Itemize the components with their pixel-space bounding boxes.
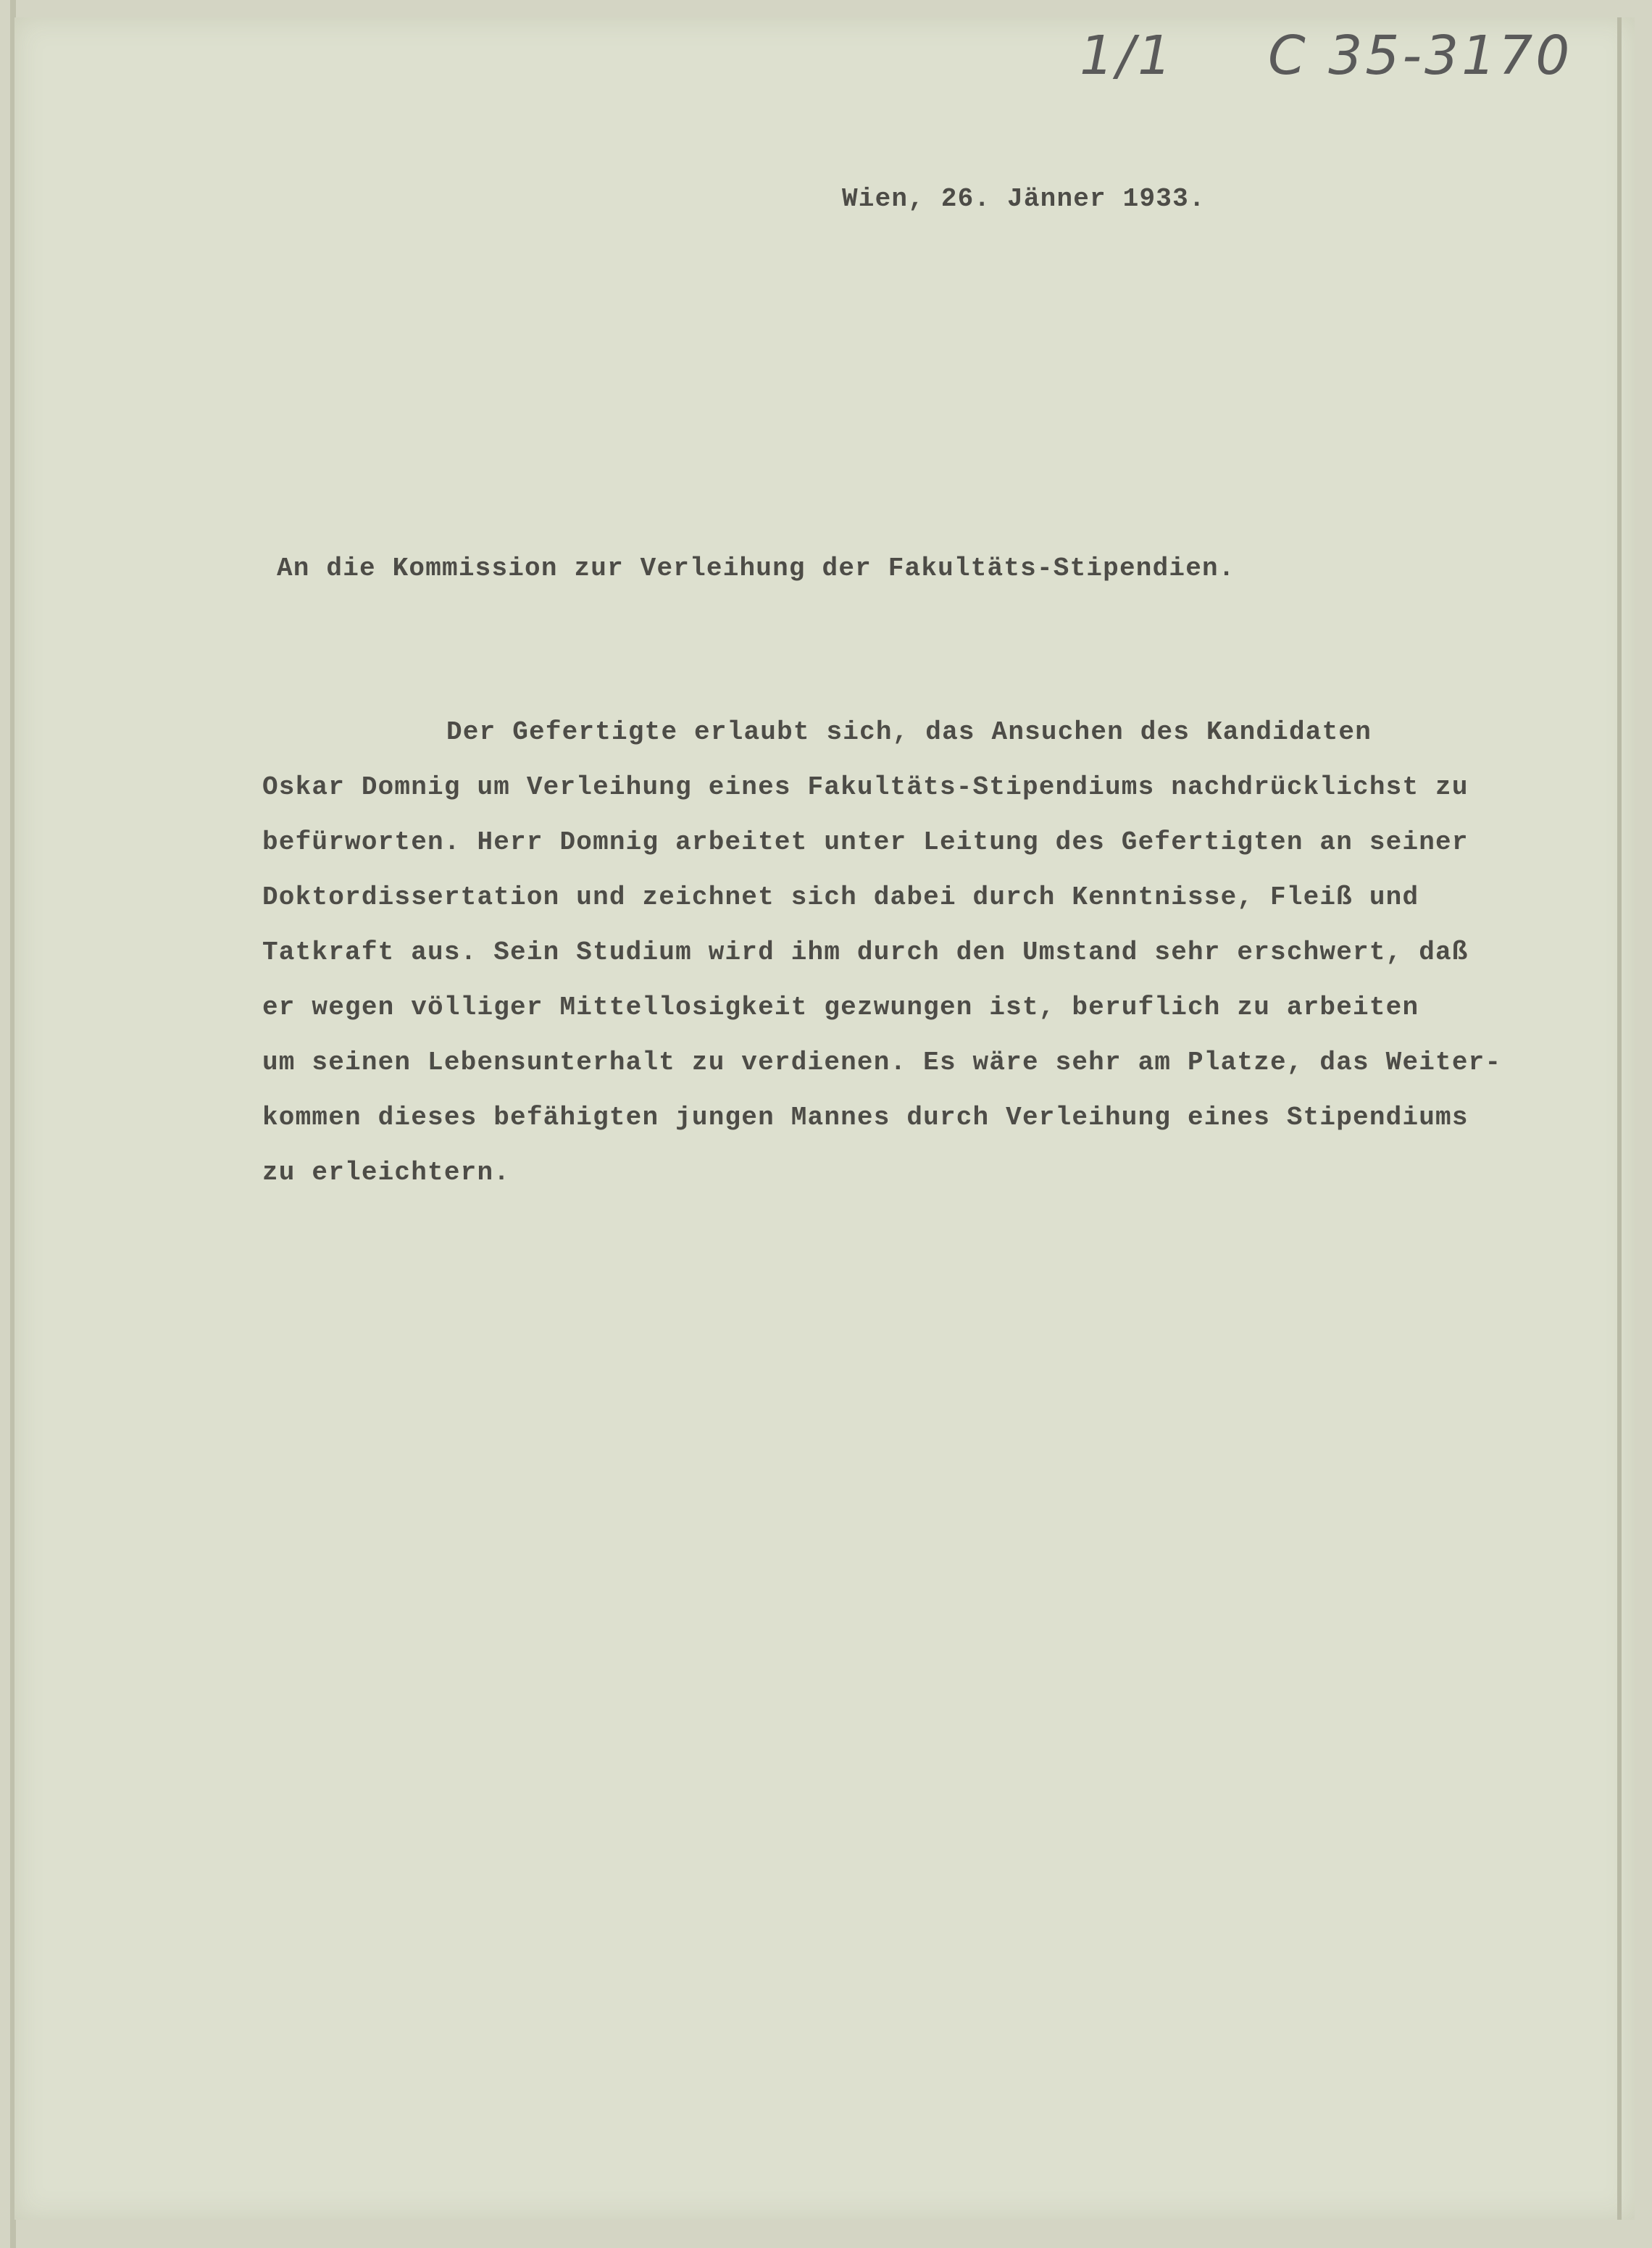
body-line: Oskar Domnig um Verleihung eines Fakultäts-Stipendiums nachdrücklichst zu: [262, 772, 1469, 802]
body-line: Tatkraft aus. Sein Studium wird ihm durch den Umstand sehr erschwert, daß: [262, 937, 1469, 967]
letter-date: Wien, 26. Jänner 1933.: [842, 184, 1206, 214]
body-line: er wegen völliger Mittellosigkeit gezwungen ist, beruflich zu arbeiten: [262, 993, 1419, 1022]
body-line: befürworten. Herr Domnig arbeitet unter Leitung des Gefertigten an seiner: [262, 827, 1469, 857]
body-line: zu erleichtern.: [262, 1158, 511, 1187]
handwritten-archive-reference: C 35-3170: [1268, 25, 1573, 87]
letter-addressee: An die Kommission zur Verleihung der Fakultäts-Stipendien.: [277, 553, 1235, 583]
body-line: kommen dieses befähigten jungen Mannes durch Verleihung eines Stipendiums: [262, 1103, 1469, 1132]
sheet-right-edge: [1617, 17, 1622, 2220]
body-line: um seinen Lebensunterhalt zu verdienen. Es wäre sehr am Platze, das Weiter-: [262, 1048, 1502, 1077]
body-line: Der Gefertigte erlaubt sich, das Ansuchen des Kandidaten: [446, 717, 1372, 747]
body-line: Doktordissertation und zeichnet sich dabei durch Kenntnisse, Fleiß und: [262, 882, 1419, 912]
handwritten-folio-number: 1/1: [1080, 25, 1175, 87]
